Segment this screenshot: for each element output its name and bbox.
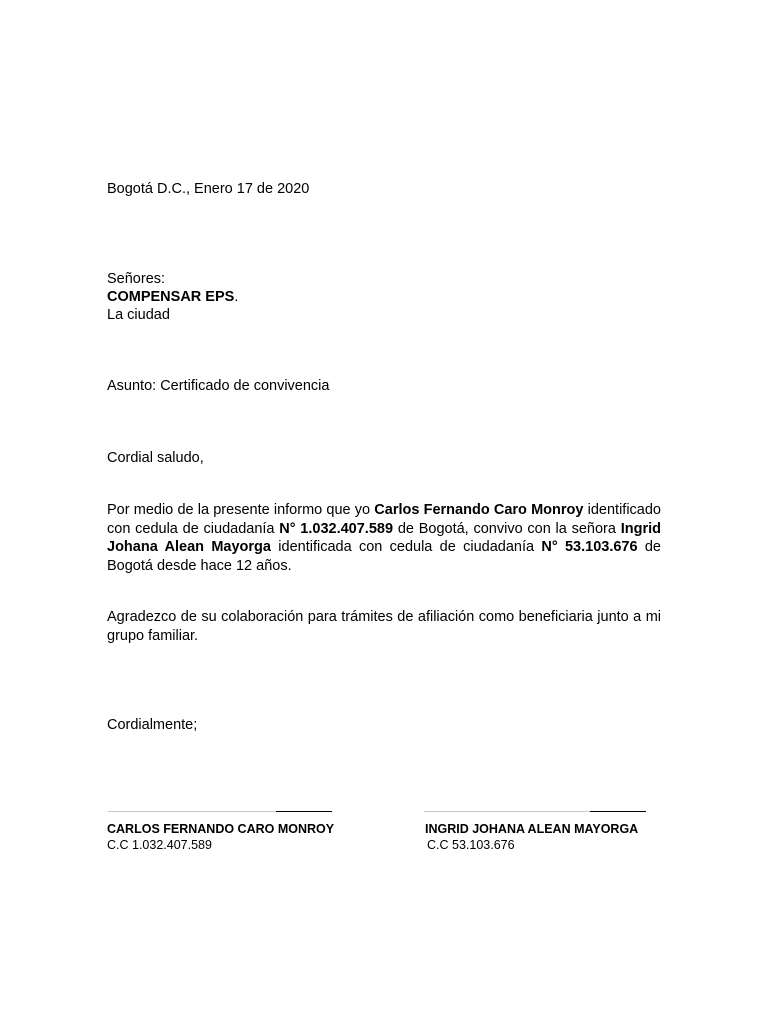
body-name-1: Carlos Fernando Caro Monroy	[374, 502, 584, 518]
subject-line: Asunto: Certificado de convivencia	[107, 378, 330, 394]
signature-cc-1: C.C 1.032.407.589	[107, 838, 212, 852]
greeting: Cordial saludo,	[107, 450, 204, 466]
recipient-company-line	[107, 288, 238, 306]
body-id-2: N° 53.103.676	[541, 539, 638, 555]
body-text-4: identificada con cedula de ciudadanía	[270, 539, 542, 555]
body-text-3: de Bogotá, convivo con la señora	[393, 520, 621, 537]
recipient-company: COMPENSAR EPS	[107, 289, 235, 305]
signature-line-1	[108, 811, 332, 812]
signature-line-2	[424, 811, 646, 812]
signature-name-2: INGRID JOHANA ALEAN MAYORGA	[425, 822, 639, 836]
body-name-2: Ingrid Johana Alean Mayorga	[107, 520, 661, 555]
recipient-salutation: Señores:	[107, 271, 166, 287]
recipient-city: La ciudad	[107, 307, 170, 323]
recipient-company-suffix: .	[234, 289, 239, 305]
body-paragraph	[107, 501, 661, 575]
thanks-paragraph: Agradezco de su colaboración para trámites de afiliación como beneficiaria junto a mi grupo familiar.	[107, 609, 661, 644]
date-line: Bogotá D.C., Enero 17 de 2020	[107, 181, 310, 197]
body-text-2: identificado con cedula de ciudadanía	[107, 502, 662, 537]
closing: Cordialmente;	[107, 717, 198, 733]
signature-name-1: CARLOS FERNANDO CARO MONROY	[107, 822, 335, 836]
body-text-5: de Bogotá desde hace 12 años.	[107, 539, 661, 574]
signature-cc-2: C.C 53.103.676	[427, 838, 515, 852]
body-text-1: Por medio de la presente informo que yo	[107, 502, 375, 518]
body-id-1: N° 1.032.407.589	[279, 520, 394, 537]
